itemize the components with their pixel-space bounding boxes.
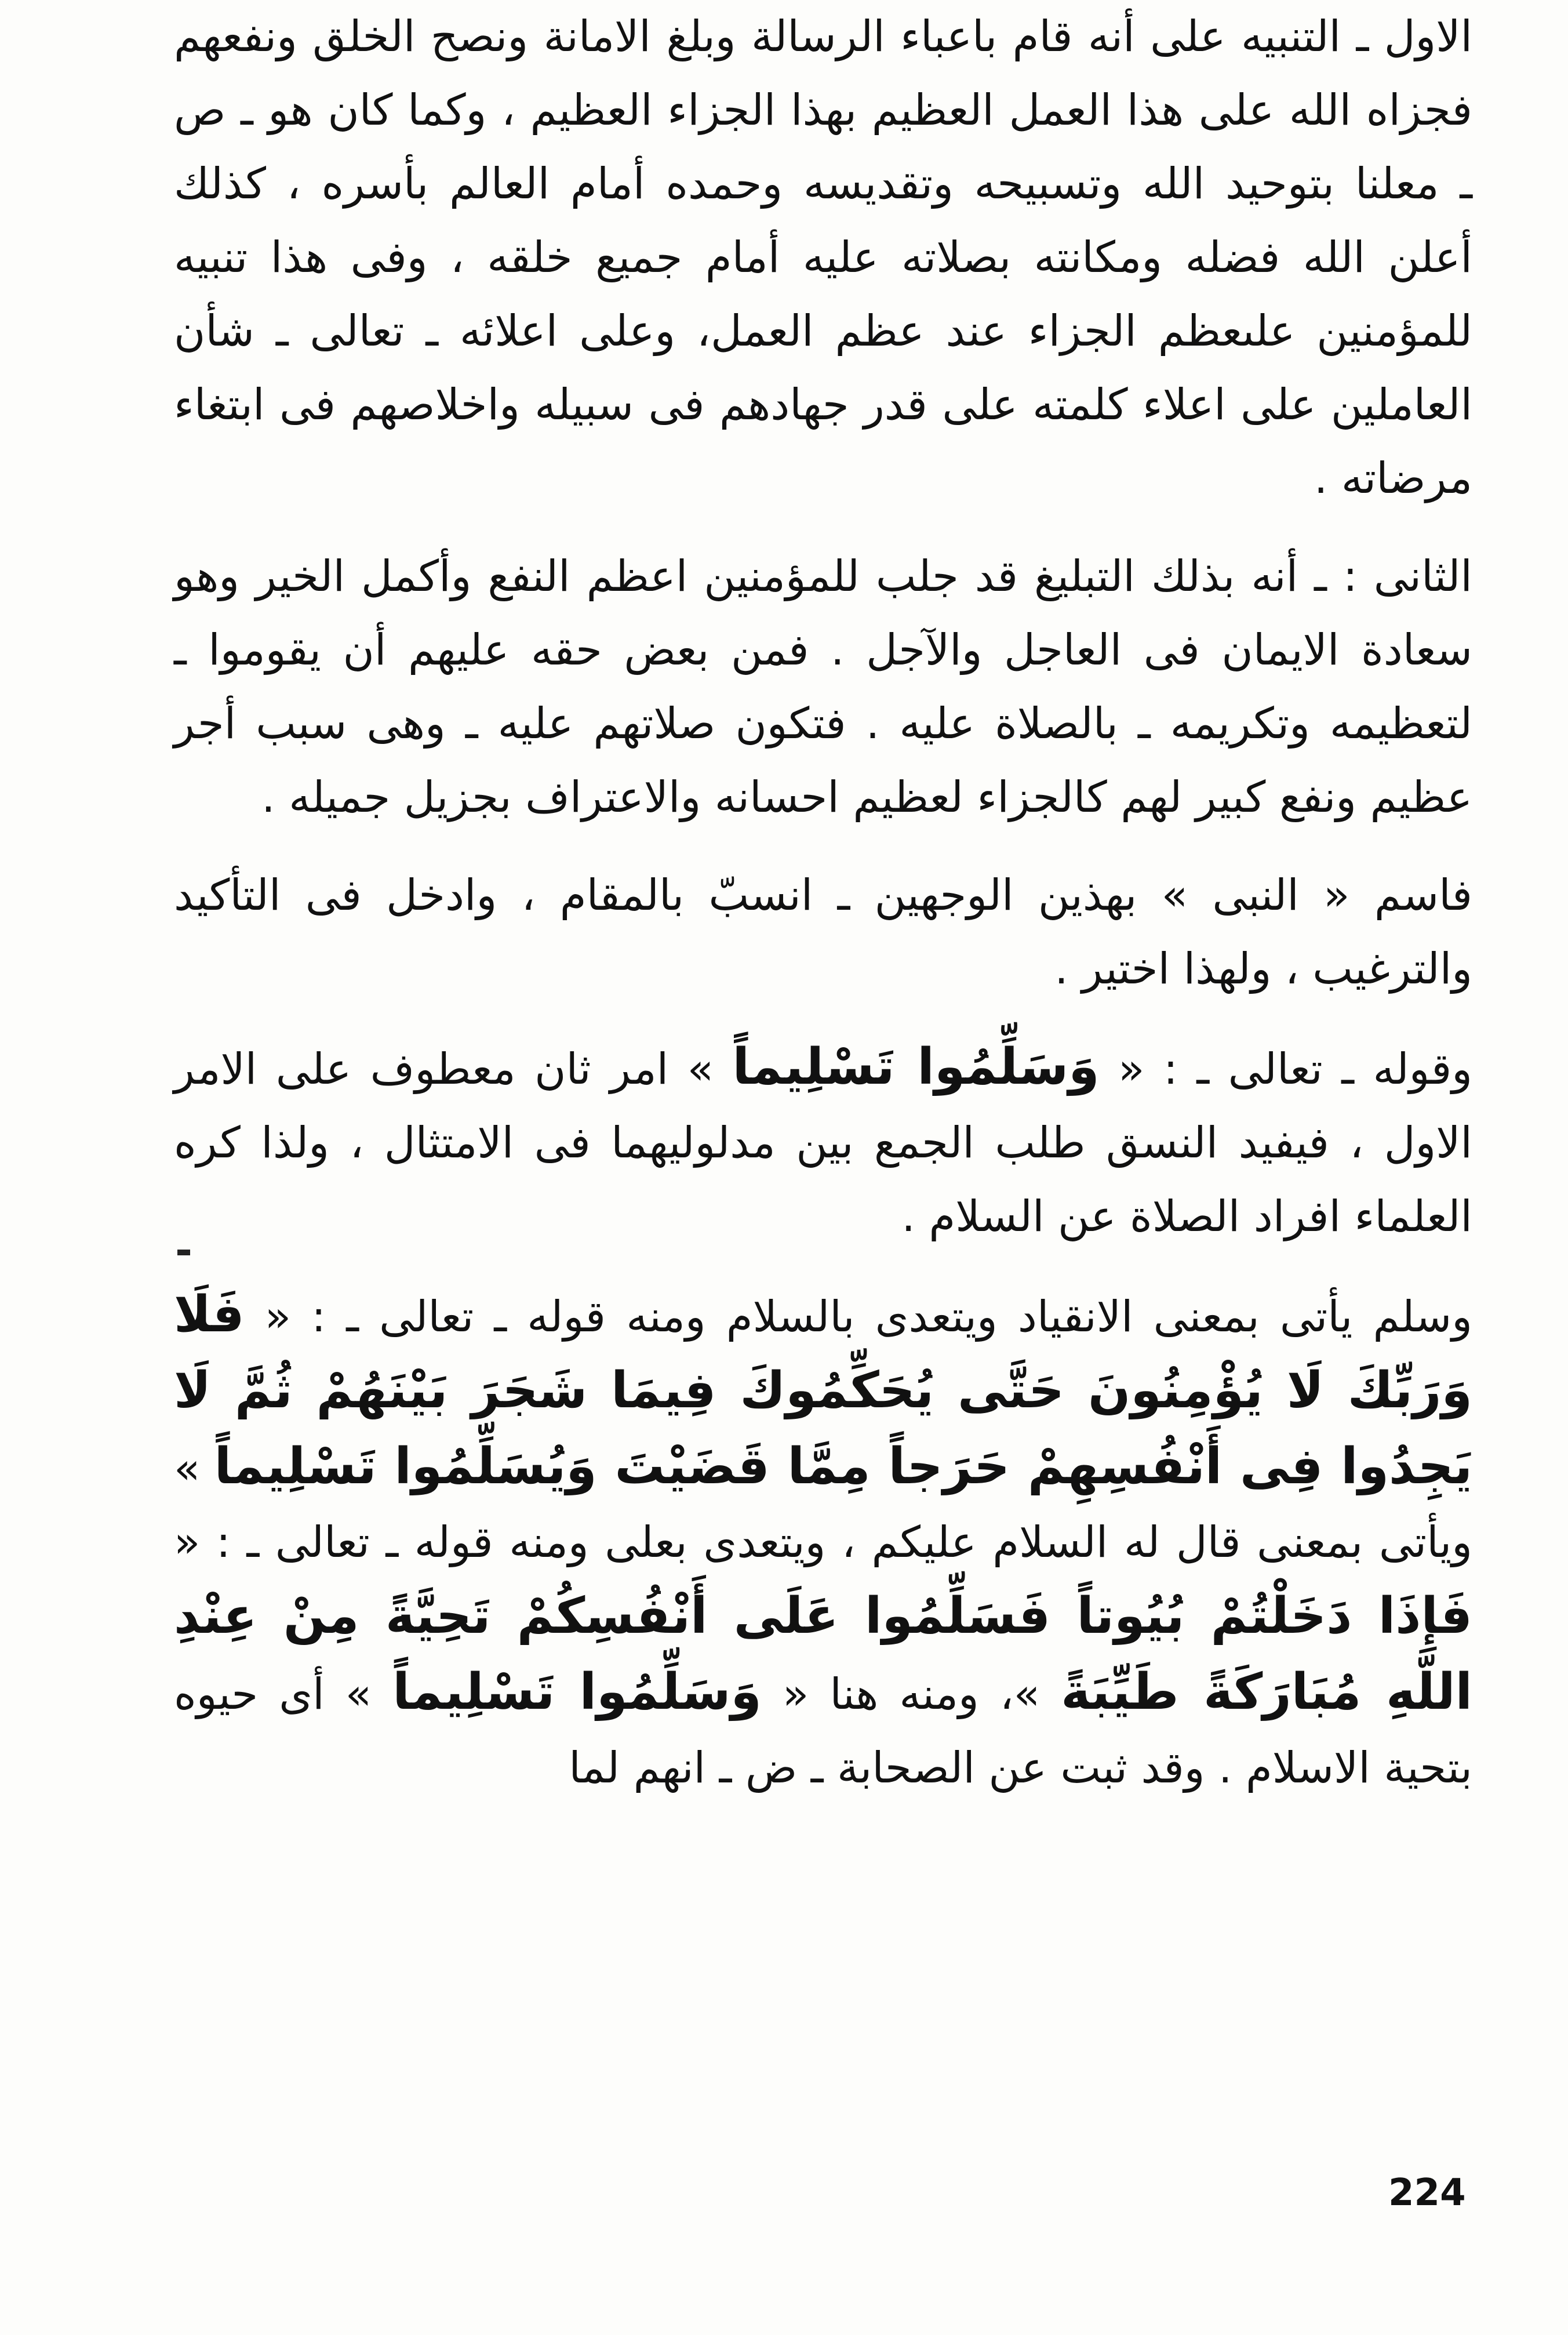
quran-verse: وَسَلِّمُوا تَسْلِيماً	[392, 1663, 762, 1721]
paragraph-text: الثانى : ـ أنه بذلك التبليغ قد جلب للمؤمنين اعظم النفع وأكمل الخير وهو سعادة الايمان فى العاجل والآجل . فمن بعض حقه عليهم أن يقوموا ـ لتعظيمه وتكريمه ـ بالصلاة عليه . فتكون صلاتهم عليه ـ وهى سبب أجر عظيم ونفع كبير لهم كالجزاء لعظيم احسانه والاعتراف بجزيل جميله .	[174, 551, 1472, 822]
paragraph-text: » أى حيوه بتحية الاسلام . وقد ثبت عن الصحابة ـ ض ـ انهم لما	[174, 1669, 1472, 1793]
quran-verse: فَإِذَا دَخَلْتُمْ بُيُوتاً فَسَلِّمُوا عَلَى أَنْفُسِكُمْ تَحِيَّةً مِنْ عِنْدِ اللَّهِ مُبَارَكَةً طَيِّبَةً	[174, 1587, 1472, 1721]
paragraph-prophet-name	[174, 859, 1472, 1006]
paragraph-text: فاسم « النبى » بهذين الوجهين ـ انسبّ بالمقام ، وادخل فى التأكيد والترغيب ، ولهذا اختير .	[174, 870, 1472, 994]
paragraph-second-command	[174, 1030, 1472, 1254]
print-mark	[177, 1250, 190, 1255]
arabic-text-body	[174, 0, 1472, 1805]
paragraph-text: »، ومنه هنا «	[761, 1669, 1061, 1719]
quran-verse: وَسَلِّمُوا تَسْلِيماً	[732, 1038, 1100, 1096]
paragraph-salam-meaning	[174, 1278, 1472, 1805]
paragraph-second-point	[174, 540, 1472, 834]
quran-verse: فَلَا وَرَبِّكَ لَا يُؤْمِنُونَ حَتَّى يُحَكِّمُوكَ فِيمَا شَجَرَ بَيْنَهُمْ ثُمَّ لَا يَجِدُوا فِى أَنْفُسِهِمْ حَرَجاً مِمَّا قَضَيْتَ وَيُسَلِّمُوا تَسْلِيماً	[174, 1285, 1472, 1495]
paragraph-text: وسلم يأتى بمعنى الانقياد ويتعدى بالسلام ومنه قوله ـ تعالى ـ : «	[244, 1292, 1472, 1342]
paragraph-text: » ويأتى بمعنى قال له السلام عليكم ، ويتعدى بعلى ومنه قوله ـ تعالى ـ : «	[174, 1444, 1472, 1567]
page-number: 224	[1388, 2171, 1466, 2214]
paragraph-first-point	[174, 0, 1472, 515]
paragraph-text: » امر ثان معطوف على الامر الاول ، فيفيد النسق طلب الجمع بين مدلوليهما فى الامتثال ، ولذا كره العلماء افراد الصلاة عن السلام .	[174, 1044, 1472, 1241]
paragraph-text: وقوله ـ تعالى ـ : «	[1099, 1044, 1473, 1094]
paragraph-text: الاول ـ التنبيه على أنه قام باعباء الرسالة وبلغ الامانة ونصح الخلق ونفعهم فجزاه الله على هذا العمل العظيم بهذا الجزاء العظيم ، وكما كان هو ـ ص ـ معلنا بتوحيد الله وتسبيحه وتقديسه وحمده أمام العالم بأسره ، كذلك أعلن الله فضله ومكانته بصلاته عليه أمام جميع خلقه ، وفى هذا تنبيه للمؤمنين علىعظم الجزاء عند عظم العمل، وعلى اعلائه ـ تعالى ـ شأن العاملين على اعلاء كلمته على قدر جهادهم فى سبيله واخلاصهم فى ابتغاء مرضاته .	[174, 12, 1472, 503]
